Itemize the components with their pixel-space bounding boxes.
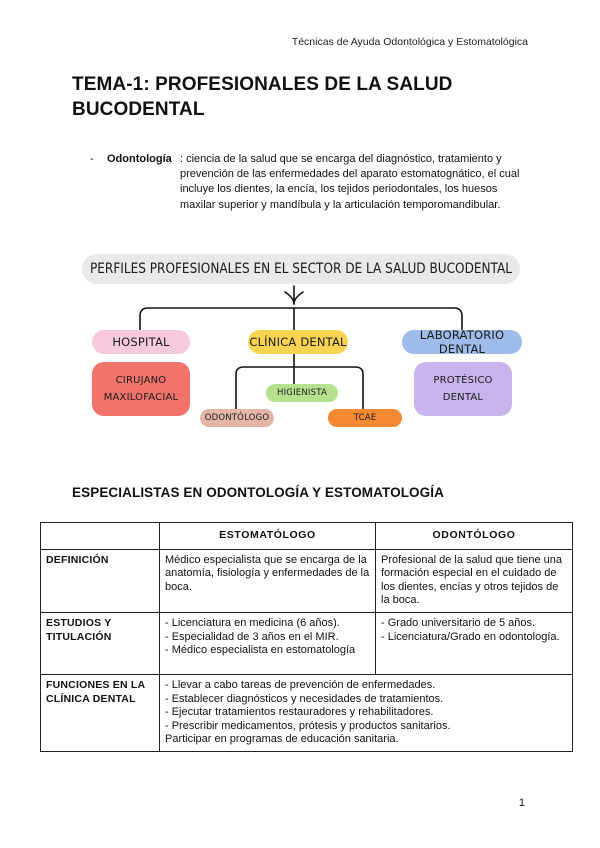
cell-estudios-odontologo [376,612,573,674]
running-header: Técnicas de Ayuda Odontológica y Estomatológica [291,36,528,48]
list-item: - Establecer diagnósticos y necesidades de tratamientos. [165,692,444,705]
hospital-node: HOSPITAL [92,330,190,354]
header-estomatologo: ESTOMATÓLOGO [160,523,376,550]
list-item: - Licenciatura en medicina (6 años). [165,616,340,629]
table-row [41,674,573,751]
row-label-funciones: FUNCIONES EN LA CLÍNICA DENTAL [41,674,160,751]
cell-funciones [160,674,573,751]
higienista-node: HIGIENISTA [266,384,338,402]
table-row [41,612,573,674]
specialists-table [40,522,573,752]
row-label-estudios: ESTUDIOS Y TITULACIÓN [41,612,160,674]
professional-profiles-diagram [78,252,528,437]
laboratorio-dental-node: LABORATORIO DENTAL [402,330,522,354]
list-item: - Ejecutar tratamientos restauradores y rehabilitadores. [165,706,434,719]
odontologo-node: ODONTÓLOGO [200,409,274,427]
cell-estudios-estomatologo [160,612,376,674]
list-item: - Llevar a cabo tareas de prevención de enfermedades. [165,678,436,691]
list-item: Participar en programas de educación sanitaria. [165,733,399,746]
table-header-row [41,523,573,550]
row-label-definicion: DEFINICIÓN [41,549,160,612]
definition-term: Odontología [107,153,172,165]
diagram-title: PERFILES PROFESIONALES EN EL SECTOR DE LA SALUD BUCODENTAL [82,254,520,284]
clinica-dental-node: CLÍNICA DENTAL [248,330,348,354]
page-title: TEMA-1: PROFESIONALES DE LA SALUD BUCODENTAL [72,74,453,120]
section-title: ESPECIALISTAS EN ODONTOLOGÍA Y ESTOMATOLOGÍA [72,485,444,500]
definition-text: : ciencia de la salud que se encarga del diagnóstico, tratamiento y prevención de las enfermedades del aparato estomatognático, el cual incluye los dientes, la encía, los tejidos periodontales, los huesos maxilar superior y mandíbula y la articulación temporomandibular. [180,153,520,211]
tcae-node: TCAE [328,409,402,427]
table-row [41,549,573,612]
list-item: - Prescribir medicamentos, prótesis y productos sanitarios. [165,719,451,732]
page-number: 1 [518,797,525,809]
list-item: - Grado universitario de 5 años. [381,616,536,629]
header-odontologo: ODONTÓLOGO [376,523,573,550]
cell-definicion-estomatologo: Médico especialista que se encarga de la anatomía, fisiología y enfermedades de la boca. [160,549,376,612]
list-item: - Médico especialista en estomatología [165,644,356,657]
list-item: - Especialidad de 3 años en el MIR. [165,630,339,643]
bullet-dash: - [90,153,94,165]
cirujano-maxilofacial-node: CIRUJANO MAXILOFACIAL [92,362,190,416]
connector-main-branch [140,308,462,330]
protesico-dental-node: PROTÉSICO DENTAL [414,362,512,416]
cell-definicion-odontologo: Profesional de la salud que tiene una formación especial en el cuidado de los dientes, encías y otros tejidos de la boca. [376,549,573,612]
header-empty [41,523,160,550]
list-item: - Licenciatura/Grado en odontología. [381,630,560,643]
